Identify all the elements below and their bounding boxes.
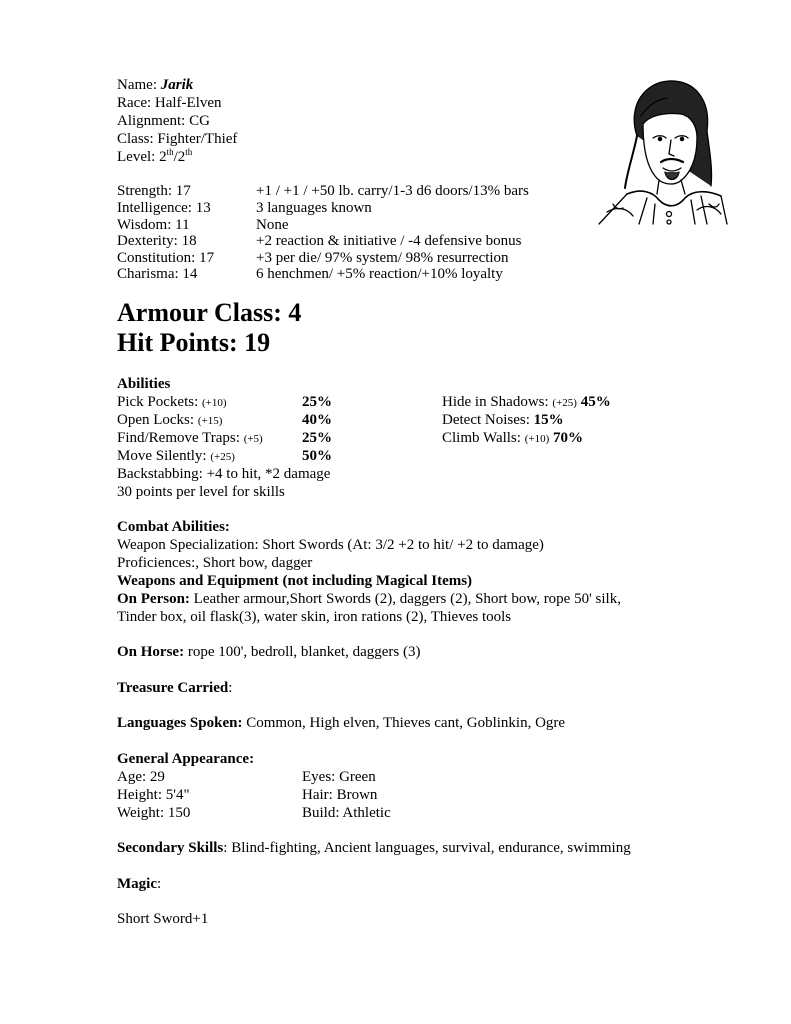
stat-label: Constitution: 17 (117, 250, 215, 266)
on-person-items: Leather armour,Short Swords (2), daggers (2), Short bow, rope 50' silk, (189, 591, 621, 607)
ability-label: Find/Remove Traps: (117, 430, 240, 446)
combat-heading: Combat Abilities: (117, 519, 230, 535)
stat-detail: 6 henchmen/ +5% reaction/+10% loyalty (256, 266, 503, 282)
on-horse-line (117, 643, 420, 661)
stat-detail: None (256, 217, 289, 233)
treasure-line (117, 679, 232, 697)
ability-pct: 70% (552, 430, 583, 446)
on-person-line-2: Tinder box, oil flask(3), water skin, iron rations (2), Thieves tools (117, 609, 512, 625)
on-horse-label: On Horse: (117, 644, 185, 660)
ability-mod: (+10) (202, 397, 227, 409)
ability-mod: (+25) (552, 397, 577, 409)
height: Height: 5'4" (117, 787, 190, 803)
on-horse-items: rope 100', bedroll, blanket, daggers (3) (184, 644, 421, 660)
ability-pct: 15% (533, 412, 564, 428)
ability-name (117, 429, 263, 448)
skill-points-line: 30 points per level for skills (117, 484, 285, 500)
secondary-skills-value: : Blind-fighting, Ancient languages, survival, endurance, swimming (223, 840, 631, 856)
languages-line (117, 714, 565, 732)
on-person-label: On Person: (117, 591, 190, 607)
ability-pct: 40% (302, 412, 332, 428)
ability-name (117, 411, 222, 430)
hair: Hair: Brown (302, 787, 378, 803)
proficiencies: Proficiences:, Short bow, dagger (117, 555, 313, 571)
build: Build: Athletic (302, 805, 391, 821)
appearance-heading: General Appearance: (117, 751, 255, 767)
ability-label: Climb Walls: (442, 430, 521, 446)
name-line (117, 76, 193, 94)
ability-mod: (+10) (524, 433, 550, 445)
treasure-label: Treasure Carried (117, 680, 229, 696)
languages-value: Common, High elven, Thieves cant, Goblinkin, Ogre (242, 715, 566, 731)
ability-right (442, 393, 611, 412)
weight: Weight: 150 (117, 805, 191, 821)
stat-label: Charisma: 14 (117, 266, 198, 282)
stat-label: Dexterity: 18 (117, 233, 197, 249)
level-sup-2: th (185, 147, 193, 157)
ability-mod: (+15) (197, 415, 223, 427)
ability-right (442, 429, 583, 448)
armour-class: Armour Class: 4 (117, 298, 302, 327)
treasure-suffix: : (228, 680, 233, 696)
name-label: Name: (117, 77, 157, 93)
secondary-skills-line (117, 839, 631, 857)
race-line: Race: Half-Elven (117, 95, 222, 111)
languages-label: Languages Spoken: (117, 715, 243, 731)
weapon-specialization: Weapon Specialization: Short Swords (At: 3/2 +2 to hit/ +2 to damage) (117, 537, 544, 553)
abilities-heading: Abilities (117, 376, 171, 392)
character-portrait (597, 76, 729, 226)
magic-item: Short Sword+1 (117, 911, 209, 927)
class-line: Class: Fighter/Thief (117, 131, 238, 147)
ability-label: Move Silently: (117, 448, 207, 464)
on-person-line (117, 590, 621, 608)
magic-label: Magic (117, 876, 157, 892)
ability-pct: 50% (302, 448, 332, 464)
ability-pct: 45% (580, 394, 611, 410)
character-name: Jarik (160, 77, 194, 93)
stat-detail: 3 languages known (256, 200, 372, 216)
ability-label: Open Locks: (117, 412, 195, 428)
ability-label: Hide in Shadows: (442, 394, 549, 410)
magic-suffix: : (156, 876, 162, 892)
equipment-heading: Weapons and Equipment (not including Magical Items) (117, 573, 473, 589)
alignment-line: Alignment: CG (117, 113, 210, 129)
level-prefix: Level: 2 (117, 149, 167, 165)
ability-mod: (+5) (243, 433, 263, 445)
magic-line (117, 875, 161, 893)
stat-label: Intelligence: 13 (117, 200, 211, 216)
ability-name (117, 447, 235, 466)
level-line (117, 148, 192, 166)
stat-label: Strength: 17 (117, 183, 191, 199)
stat-label: Wisdom: 11 (117, 217, 190, 233)
age: Age: 29 (117, 769, 165, 785)
stat-detail: +1 / +1 / +50 lb. carry/1-3 d6 doors/13% bars (256, 183, 529, 199)
level-mid: /2 (173, 149, 186, 165)
ability-name (117, 393, 227, 412)
ability-label: Pick Pockets: (117, 394, 199, 410)
backstab-line: Backstabbing: +4 to hit, *2 damage (117, 466, 331, 482)
ability-right (442, 411, 564, 429)
stat-detail: +3 per die/ 97% system/ 98% resurrection (256, 250, 509, 266)
ability-pct: 25% (302, 394, 332, 410)
eyes: Eyes: Green (302, 769, 376, 785)
hit-points: Hit Points: 19 (117, 328, 271, 357)
ability-mod: (+25) (210, 451, 235, 463)
secondary-skills-label: Secondary Skills (117, 840, 224, 856)
stat-detail: +2 reaction & initiative / -4 defensive bonus (256, 233, 522, 249)
level-sup-1: th (166, 147, 174, 157)
ability-label: Detect Noises: (442, 412, 530, 428)
ability-pct: 25% (302, 430, 332, 446)
